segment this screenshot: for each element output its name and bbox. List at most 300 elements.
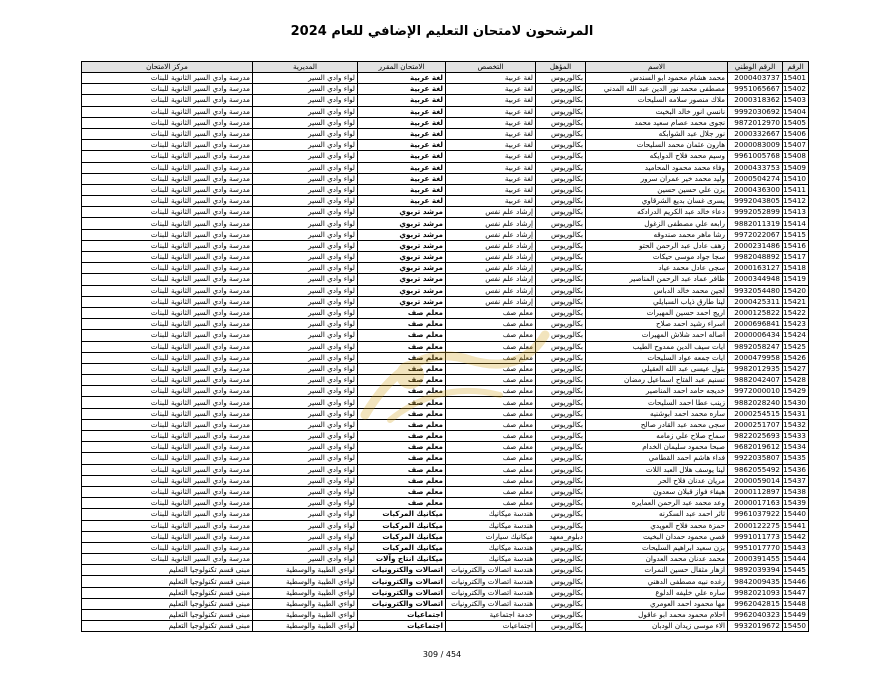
cell-center: مدرسة وادي السير الثانوية للبنات: [82, 520, 253, 531]
cell-name: نانسي انور خالد البخيت: [586, 106, 728, 117]
cell-seq: 15448: [783, 598, 809, 609]
cell-directorate: لواء وادي السير: [253, 196, 358, 207]
table-row: [82, 341, 809, 352]
cell-seq: 15438: [783, 486, 809, 497]
cell-degree: بكالوريوس: [536, 274, 586, 285]
cell-directorate: لواء وادي السير: [253, 285, 358, 296]
cell-national-id: 9882028240: [728, 397, 783, 408]
cell-major: معلم صف: [446, 442, 536, 453]
cell-degree: بكالوريوس: [536, 486, 586, 497]
cell-national-id: 9842009435: [728, 576, 783, 587]
cell-center: مدرسة وادي السير الثانوية للبنات: [82, 352, 253, 363]
cell-seq: 15412: [783, 196, 809, 207]
cell-directorate: لواء وادي السير: [253, 397, 358, 408]
cell-center: مدرسة وادي السير الثانوية للبنات: [82, 363, 253, 374]
cell-directorate: لواء وادي السير: [253, 542, 358, 553]
cell-major: معلم صف: [446, 330, 536, 341]
cell-degree: بكالوريوس: [536, 598, 586, 609]
cell-national-id: 9932019672: [728, 621, 783, 632]
cell-national-id: 2000083009: [728, 140, 783, 151]
cell-directorate: لواء وادي السير: [253, 263, 358, 274]
cell-center: مدرسة وادي السير الثانوية للبنات: [82, 229, 253, 240]
cell-seq: 15420: [783, 285, 809, 296]
cell-national-id: 9922035807: [728, 453, 783, 464]
cell-degree: بكالوريوس: [536, 576, 586, 587]
cell-name: رابعه علي مصطفى الزغول: [586, 218, 728, 229]
cell-directorate: لواء وادي السير: [253, 341, 358, 352]
cell-exam: مرشد تربوي: [358, 252, 446, 263]
cell-directorate: لواء وادي السير: [253, 486, 358, 497]
cell-seq: 15411: [783, 184, 809, 195]
table-row: [82, 554, 809, 565]
cell-degree: بكالوريوس: [536, 252, 586, 263]
cell-exam: مرشد تربوي: [358, 240, 446, 251]
cell-national-id: 2000254515: [728, 408, 783, 419]
col-header-directorate: المديرية: [253, 62, 358, 73]
candidates-table: [81, 61, 809, 632]
cell-directorate: لواء وادي السير: [253, 475, 358, 486]
cell-national-id: 2000696841: [728, 319, 783, 330]
table-row: [82, 386, 809, 397]
cell-exam: معلم صف: [358, 419, 446, 430]
cell-center: مدرسة وادي السير الثانوية للبنات: [82, 173, 253, 184]
cell-directorate: لواء وادي السير: [253, 274, 358, 285]
cell-directorate: لواء وادي السير: [253, 95, 358, 106]
cell-directorate: لواء وادي السير: [253, 307, 358, 318]
cell-degree: بكالوريوس: [536, 565, 586, 576]
cell-center: مبنى قسم تكنولوجيا التعليم: [82, 621, 253, 632]
cell-center: مدرسة وادي السير الثانوية للبنات: [82, 475, 253, 486]
cell-degree: بكالوريوس: [536, 375, 586, 386]
cell-major: إرشاد علم نفس: [446, 229, 536, 240]
cell-name: اريج احمد حسين المهيرات: [586, 307, 728, 318]
cell-directorate: لواء وادي السير: [253, 319, 358, 330]
cell-center: مدرسة وادي السير الثانوية للبنات: [82, 486, 253, 497]
cell-exam: لغة عربية: [358, 73, 446, 84]
cell-name: سجا جواد موسى حيكات: [586, 252, 728, 263]
page-number: 309 / 454: [422, 650, 462, 659]
cell-seq: 15428: [783, 375, 809, 386]
cell-degree: بكالوريوس: [536, 431, 586, 442]
page-title: المرشحون لامتحان التعليم الإضافي للعام 2024: [290, 24, 594, 39]
cell-national-id: 9992052899: [728, 207, 783, 218]
col-header-degree: المؤهل: [536, 62, 586, 73]
cell-center: مدرسة وادي السير الثانوية للبنات: [82, 542, 253, 553]
cell-degree: بكالوريوس: [536, 453, 586, 464]
cell-exam: معلم صف: [358, 453, 446, 464]
table-row: [82, 397, 809, 408]
cell-degree: بكالوريوس: [536, 330, 586, 341]
cell-center: مدرسة وادي السير الثانوية للبنات: [82, 408, 253, 419]
cell-major: لغة عربية: [446, 95, 536, 106]
cell-center: مدرسة وادي السير الثانوية للبنات: [82, 240, 253, 251]
cell-name: زينب عطا احمد السليحات: [586, 397, 728, 408]
cell-directorate: لواء وادي السير: [253, 408, 358, 419]
cell-directorate: لواء وادي السير: [253, 218, 358, 229]
cell-national-id: 2000504274: [728, 173, 783, 184]
cell-exam: معلم صف: [358, 475, 446, 486]
table-row: [82, 196, 809, 207]
cell-directorate: لواء وادي السير: [253, 442, 358, 453]
cell-seq: 15439: [783, 498, 809, 509]
cell-national-id: 2000251707: [728, 419, 783, 430]
cell-center: مدرسة وادي السير الثانوية للبنات: [82, 106, 253, 117]
table-row: [82, 576, 809, 587]
cell-name: لينا يوسف هلال العبد اللات: [586, 464, 728, 475]
table-row: [82, 95, 809, 106]
cell-degree: بكالوريوس: [536, 554, 586, 565]
cell-national-id: 2000059014: [728, 475, 783, 486]
cell-degree: بكالوريوس: [536, 151, 586, 162]
cell-national-id: 9882042407: [728, 375, 783, 386]
cell-exam: معلم صف: [358, 498, 446, 509]
cell-center: مدرسة وادي السير الثانوية للبنات: [82, 307, 253, 318]
cell-name: بتول عيسى عبد الله العقيلي: [586, 363, 728, 374]
cell-seq: 15429: [783, 386, 809, 397]
cell-name: نجوى محمد عصام سعيد محمد: [586, 117, 728, 128]
cell-national-id: 9882011319: [728, 218, 783, 229]
table-row: [82, 106, 809, 117]
cell-center: مدرسة وادي السير الثانوية للبنات: [82, 263, 253, 274]
cell-exam: مرشد تربوي: [358, 207, 446, 218]
cell-national-id: 2000433753: [728, 162, 783, 173]
cell-directorate: لواء وادي السير: [253, 173, 358, 184]
cell-center: مدرسة وادي السير الثانوية للبنات: [82, 140, 253, 151]
cell-national-id: 9932054480: [728, 285, 783, 296]
cell-directorate: لواء وادي السير: [253, 207, 358, 218]
cell-name: مصطفى محمد نور الدين عبد الله المدني: [586, 84, 728, 95]
table-row: [82, 520, 809, 531]
cell-major: معلم صف: [446, 352, 536, 363]
cell-directorate: لواء وادي السير: [253, 431, 358, 442]
cell-national-id: 2000391455: [728, 554, 783, 565]
cell-exam: ميكانيك المركبات: [358, 520, 446, 531]
cell-directorate: لواءي الطيبة والوسطية: [253, 598, 358, 609]
cell-exam: اتصالات والكترونيات: [358, 565, 446, 576]
cell-exam: معلم صف: [358, 431, 446, 442]
cell-exam: ميكانيك المركبات: [358, 531, 446, 542]
cell-degree: بكالوريوس: [536, 498, 586, 509]
table-row: [82, 207, 809, 218]
cell-seq: 15449: [783, 610, 809, 621]
table-row: [82, 240, 809, 251]
cell-national-id: 2000479958: [728, 352, 783, 363]
cell-seq: 15423: [783, 319, 809, 330]
table-row: [82, 296, 809, 307]
cell-center: مدرسة وادي السير الثانوية للبنات: [82, 274, 253, 285]
cell-seq: 15403: [783, 95, 809, 106]
cell-center: مدرسة وادي السير الثانوية للبنات: [82, 184, 253, 195]
table-row: [82, 73, 809, 84]
cell-exam: معلم صف: [358, 464, 446, 475]
cell-name: اصاله احمد شلاش المهيرات: [586, 330, 728, 341]
table-row: [82, 419, 809, 430]
cell-seq: 15436: [783, 464, 809, 475]
cell-degree: بكالوريوس: [536, 442, 586, 453]
cell-name: يزن علي حسين حسين: [586, 184, 728, 195]
cell-center: مدرسة وادي السير الثانوية للبنات: [82, 386, 253, 397]
cell-national-id: 2000344948: [728, 274, 783, 285]
table-row: [82, 140, 809, 151]
cell-major: معلم صف: [446, 408, 536, 419]
cell-seq: 15434: [783, 442, 809, 453]
cell-exam: لغة عربية: [358, 162, 446, 173]
cell-seq: 15417: [783, 252, 809, 263]
cell-name: محمد هشام محمود ابو السندس: [586, 73, 728, 84]
cell-degree: بكالوريوس: [536, 296, 586, 307]
cell-national-id: 2000112897: [728, 486, 783, 497]
cell-exam: مرشد تربوي: [358, 229, 446, 240]
cell-national-id: 2000122275: [728, 520, 783, 531]
cell-major: إرشاد علم نفس: [446, 240, 536, 251]
cell-name: احلام محمود محمد ابو عاقول: [586, 610, 728, 621]
col-header-center: مركز الامتحان: [82, 62, 253, 73]
cell-national-id: 9951017770: [728, 542, 783, 553]
cell-directorate: لواءي الطيبة والوسطية: [253, 565, 358, 576]
cell-degree: بكالوريوس: [536, 140, 586, 151]
cell-seq: 15413: [783, 207, 809, 218]
cell-major: معلم صف: [446, 419, 536, 430]
cell-exam: معلم صف: [358, 341, 446, 352]
cell-center: مدرسة وادي السير الثانوية للبنات: [82, 419, 253, 430]
table-row: [82, 117, 809, 128]
cell-directorate: لواءي الطيبة والوسطية: [253, 587, 358, 598]
cell-directorate: لواءي الطيبة والوسطية: [253, 576, 358, 587]
cell-directorate: لواء وادي السير: [253, 453, 358, 464]
cell-exam: ميكانيك المركبات: [358, 542, 446, 553]
cell-name: دعاء خالد عبد الكريم الدرادكه: [586, 207, 728, 218]
cell-name: يزن سعيد ابراهيم السليحات: [586, 542, 728, 553]
col-header-seq: الرقم: [783, 62, 809, 73]
cell-exam: اتصالات والكترونيات: [358, 576, 446, 587]
cell-major: لغة عربية: [446, 106, 536, 117]
cell-directorate: لواء وادي السير: [253, 375, 358, 386]
cell-exam: اجتماعيات: [358, 610, 446, 621]
cell-exam: اتصالات والكترونيات: [358, 598, 446, 609]
cell-major: معلم صف: [446, 397, 536, 408]
cell-seq: 15406: [783, 128, 809, 139]
table-row: [82, 263, 809, 274]
cell-major: لغة عربية: [446, 73, 536, 84]
cell-name: تسنيم عبد الفتاح اسماعيل رمضان: [586, 375, 728, 386]
cell-name: ايات جمعه عواد السليحات: [586, 352, 728, 363]
cell-seq: 15445: [783, 565, 809, 576]
cell-major: معلم صف: [446, 475, 536, 486]
cell-degree: بكالوريوس: [536, 95, 586, 106]
table-row: [82, 610, 809, 621]
cell-name: سجى محمد عبد القادر صالح: [586, 419, 728, 430]
cell-center: مدرسة وادي السير الثانوية للبنات: [82, 73, 253, 84]
cell-national-id: 9962042815: [728, 598, 783, 609]
table-row: [82, 151, 809, 162]
cell-center: مدرسة وادي السير الثانوية للبنات: [82, 117, 253, 128]
cell-seq: 15432: [783, 419, 809, 430]
cell-seq: 15425: [783, 341, 809, 352]
cell-national-id: 9951065667: [728, 84, 783, 95]
cell-center: مدرسة وادي السير الثانوية للبنات: [82, 375, 253, 386]
table-row: [82, 375, 809, 386]
cell-directorate: لواء وادي السير: [253, 330, 358, 341]
cell-degree: بكالوريوس: [536, 341, 586, 352]
cell-exam: لغة عربية: [358, 196, 446, 207]
cell-major: معلم صف: [446, 341, 536, 352]
cell-exam: مرشد تربوي: [358, 285, 446, 296]
cell-national-id: 9972022067: [728, 229, 783, 240]
cell-directorate: لواءي الطيبة والوسطية: [253, 621, 358, 632]
cell-name: ثائر احمد عبد السكرنه: [586, 509, 728, 520]
table-row: [82, 285, 809, 296]
cell-major: هندسة ميكانيك: [446, 520, 536, 531]
cell-seq: 15418: [783, 263, 809, 274]
cell-center: مدرسة وادي السير الثانوية للبنات: [82, 554, 253, 565]
cell-degree: بكالوريوس: [536, 363, 586, 374]
cell-name: محمد عدنان محمد العدوان: [586, 554, 728, 565]
cell-major: لغة عربية: [446, 128, 536, 139]
cell-seq: 15442: [783, 531, 809, 542]
cell-degree: بكالوريوس: [536, 263, 586, 274]
table-row: [82, 486, 809, 497]
cell-degree: بكالوريوس: [536, 117, 586, 128]
cell-exam: معلم صف: [358, 375, 446, 386]
cell-degree: بكالوريوس: [536, 128, 586, 139]
cell-major: هندسة ميكانيك: [446, 554, 536, 565]
cell-exam: لغة عربية: [358, 184, 446, 195]
cell-exam: معلم صف: [358, 352, 446, 363]
cell-major: إرشاد علم نفس: [446, 296, 536, 307]
cell-seq: 15404: [783, 106, 809, 117]
cell-major: هندسة ميكانيك: [446, 542, 536, 553]
cell-seq: 15421: [783, 296, 809, 307]
cell-name: لينا طارق ذياب السبايلي: [586, 296, 728, 307]
cell-name: وليد محمد خير عمران سرور: [586, 173, 728, 184]
cell-degree: بكالوريوس: [536, 196, 586, 207]
cell-directorate: لواء وادي السير: [253, 363, 358, 374]
cell-name: هيفاء فواز قبلان سعدون: [586, 486, 728, 497]
cell-directorate: لواء وادي السير: [253, 554, 358, 565]
cell-exam: معلم صف: [358, 442, 446, 453]
cell-national-id: 9982048892: [728, 252, 783, 263]
cell-major: معلم صف: [446, 307, 536, 318]
table-row: [82, 252, 809, 263]
table-row: [82, 442, 809, 453]
cell-degree: بكالوريوس: [536, 218, 586, 229]
cell-name: وعد محمد عبد الرحمن العمايره: [586, 498, 728, 509]
cell-major: إرشاد علم نفس: [446, 252, 536, 263]
cell-name: هارون عثمان محمد السليحات: [586, 140, 728, 151]
cell-seq: 15416: [783, 240, 809, 251]
cell-degree: بكالوريوس: [536, 542, 586, 553]
cell-name: زهف عادل عبد الرحمن الحتو: [586, 240, 728, 251]
cell-national-id: 2000017163: [728, 498, 783, 509]
cell-major: معلم صف: [446, 498, 536, 509]
cell-center: مدرسة وادي السير الثانوية للبنات: [82, 296, 253, 307]
cell-center: مدرسة وادي السير الثانوية للبنات: [82, 330, 253, 341]
cell-center: مدرسة وادي السير الثانوية للبنات: [82, 285, 253, 296]
cell-degree: بكالوريوس: [536, 475, 586, 486]
table-row: [82, 408, 809, 419]
cell-name: اسراء رشيد احمد صلاح: [586, 319, 728, 330]
cell-major: معلم صف: [446, 464, 536, 475]
cell-exam: معلم صف: [358, 386, 446, 397]
cell-seq: 15440: [783, 509, 809, 520]
table-row: [82, 542, 809, 553]
cell-center: مدرسة وادي السير الثانوية للبنات: [82, 431, 253, 442]
cell-exam: لغة عربية: [358, 140, 446, 151]
cell-directorate: لواء وادي السير: [253, 296, 358, 307]
cell-seq: 15430: [783, 397, 809, 408]
table-row: [82, 587, 809, 598]
cell-center: مدرسة وادي السير الثانوية للبنات: [82, 207, 253, 218]
table-row: [82, 453, 809, 464]
cell-center: مبنى قسم تكنولوجيا التعليم: [82, 565, 253, 576]
cell-national-id: 9892039394: [728, 565, 783, 576]
cell-center: مدرسة وادي السير الثانوية للبنات: [82, 252, 253, 263]
cell-major: لغة عربية: [446, 173, 536, 184]
table-row: [82, 330, 809, 341]
cell-degree: بكالوريوس: [536, 84, 586, 95]
cell-name: رغده نبيه مصطفى الدهني: [586, 576, 728, 587]
cell-exam: مرشد تربوي: [358, 296, 446, 307]
cell-major: معلم صف: [446, 431, 536, 442]
cell-seq: 15426: [783, 352, 809, 363]
cell-name: ملاك منصور سلامه السليحات: [586, 95, 728, 106]
table-body: [82, 73, 809, 632]
cell-directorate: لواء وادي السير: [253, 240, 358, 251]
cell-degree: بكالوريوس: [536, 319, 586, 330]
cell-degree: بكالوريوس: [536, 285, 586, 296]
cell-seq: 15446: [783, 576, 809, 587]
cell-directorate: لواء وادي السير: [253, 229, 358, 240]
cell-seq: 15415: [783, 229, 809, 240]
table-row: [82, 218, 809, 229]
cell-degree: بكالوريوس: [536, 240, 586, 251]
table-row: [82, 184, 809, 195]
table-header-row: [82, 62, 809, 73]
cell-exam: اتصالات والكترونيات: [358, 587, 446, 598]
cell-national-id: 9992030692: [728, 106, 783, 117]
cell-major: هندسة ميكانيك: [446, 509, 536, 520]
cell-degree: دبلوم_معهد: [536, 531, 586, 542]
cell-national-id: 9962040323: [728, 610, 783, 621]
cell-center: مدرسة وادي السير الثانوية للبنات: [82, 84, 253, 95]
cell-center: مبنى قسم تكنولوجيا التعليم: [82, 598, 253, 609]
cell-major: خدمة اجتماعية: [446, 610, 536, 621]
cell-exam: لغة عربية: [358, 173, 446, 184]
cell-major: لغة عربية: [446, 151, 536, 162]
cell-directorate: لواء وادي السير: [253, 162, 358, 173]
cell-name: ازهار مثقال حسين النمرات: [586, 565, 728, 576]
cell-national-id: 9872012970: [728, 117, 783, 128]
cell-exam: معلم صف: [358, 408, 446, 419]
col-header-name: الاسم: [586, 62, 728, 73]
cell-degree: بكالوريوس: [536, 397, 586, 408]
cell-name: رشا ماهر محمد صندوقه: [586, 229, 728, 240]
cell-exam: معلم صف: [358, 319, 446, 330]
cell-name: مريان عدنان فلاح الحر: [586, 475, 728, 486]
cell-name: فداء هاشم احمد القطامي: [586, 453, 728, 464]
cell-directorate: لواء وادي السير: [253, 498, 358, 509]
cell-directorate: لواء وادي السير: [253, 140, 358, 151]
cell-exam: ميكانيك المركبات: [358, 509, 446, 520]
cell-major: معلم صف: [446, 375, 536, 386]
cell-national-id: 2000403737: [728, 73, 783, 84]
cell-major: ميكانيك سيارات: [446, 531, 536, 542]
cell-seq: 15402: [783, 84, 809, 95]
cell-exam: لغة عربية: [358, 95, 446, 106]
cell-national-id: 9822025693: [728, 431, 783, 442]
cell-seq: 15407: [783, 140, 809, 151]
cell-seq: 15401: [783, 73, 809, 84]
